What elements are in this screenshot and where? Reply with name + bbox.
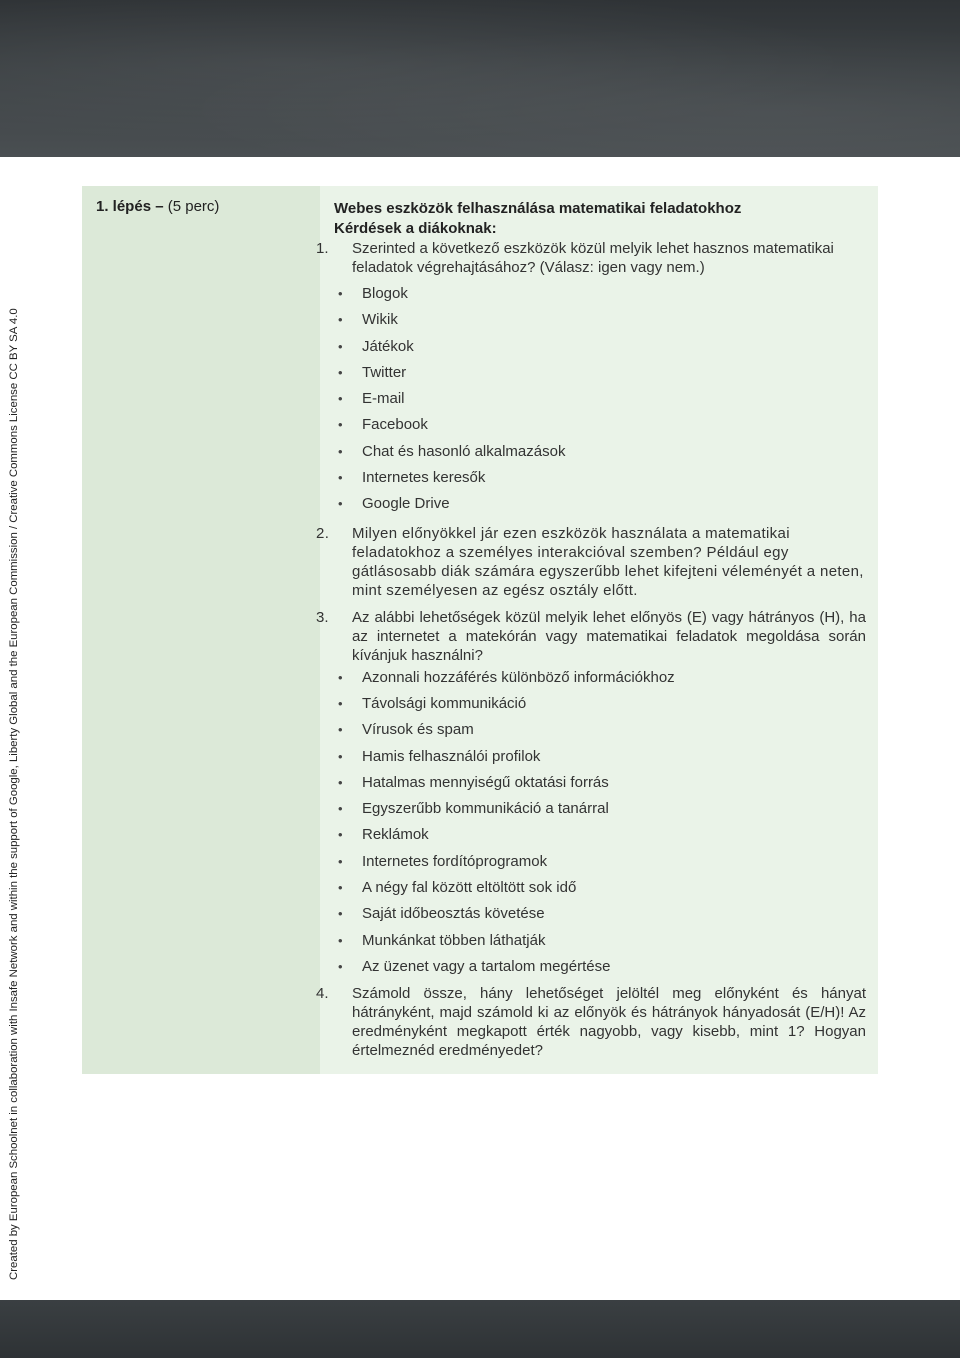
activity-title: Webes eszközök felhasználása matematikai feladatokhoz [334,200,742,217]
question-1 [316,239,866,277]
question-1-options [334,281,866,518]
question-3-options [334,665,866,981]
list-item: • Reklámok [334,822,866,848]
list-item: • Távolsági kommunikáció [334,691,866,717]
list-item: • Vírusok és spam [334,717,866,743]
header-chalkboard-band [0,0,960,157]
question-number: 1. [316,240,329,257]
list-item: • Az üzenet vagy a tartalom megértése [334,954,866,980]
list-item: • Google Drive [334,491,866,517]
question-text: Az alábbi lehetőségek közül melyik lehet előnyös (E) vagy hátrányos (H), ha az internetet a matekórán vagy matematikai feladatok megoldása során kívánjuk használni? [352,608,866,664]
list-item: • Játékok [334,334,866,360]
step-duration: (5 perc) [167,198,220,215]
list-item: • Wikik [334,307,866,333]
question-number: 4. [316,985,329,1003]
list-item: • Facebook [334,412,866,438]
list-item: • Hamis felhasználói profilok [334,744,866,770]
question-text: Szerinted a következő eszközök közül melyik lehet hasznos matematikai feladatok végrehajtásához? (Válasz: igen vagy nem.) [352,240,834,276]
question-text: Milyen előnyökkel jár ezen eszközök használata a matematikai feladatokhoz a személyes interakcióval szemben? Például egy gátlásosabb diák számára egyszerűbb lehet kifejteni véleményét a neten, mint személyesen az egész osztály előtt. [352,524,864,599]
list-item: • Internetes fordítóprogramok [334,849,866,875]
list-item: • Blogok [334,281,866,307]
question-4 [316,984,866,1060]
question-number: 2. [316,524,330,542]
question-text: Számold össze, hány lehetőséget jelöltél meg előnyként és hányat hátrányként, majd számold ki az előnyök és hátrányok hányadosát (E/H)! Az eredményként megkapott érték nagyobb, vagy kisebb, mint 1? Hogyan értelmeznéd eredményedet? [352,985,866,1060]
question-2 [316,524,866,600]
step-label [96,198,320,215]
list-item: • Chat és hasonló alkalmazások [334,439,866,465]
list-item: • E-mail [334,386,866,412]
footer-chalkboard-band [0,1300,960,1358]
activity-table [82,186,878,1074]
step-cell [82,186,320,1074]
question-number: 3. [316,608,329,626]
list-item: • Azonnali hozzáférés különböző információkhoz [334,665,866,691]
step-number: 1. lépés – [96,198,164,215]
list-item: • Hatalmas mennyiségű oktatási forrás [334,770,866,796]
list-item: • Twitter [334,360,866,386]
list-item: • A négy fal között eltöltött sok idő [334,875,866,901]
content-cell [316,186,878,1074]
list-item: • Saját időbeosztás követése [334,901,866,927]
question-3 [316,608,866,665]
license-credit: Created by European Schoolnet in collaboration with Insafe Network and within the support of Google, Liberty Global and the European Commission / Creative Commons License CC BY SA 4.0 [8,308,20,1280]
questions-heading: Kérdések a diákoknak: [334,220,497,237]
list-item: • Internetes keresők [334,465,866,491]
list-item: • Munkánkat többen láthatják [334,928,866,954]
list-item: • Egyszerűbb kommunikáció a tanárral [334,796,866,822]
